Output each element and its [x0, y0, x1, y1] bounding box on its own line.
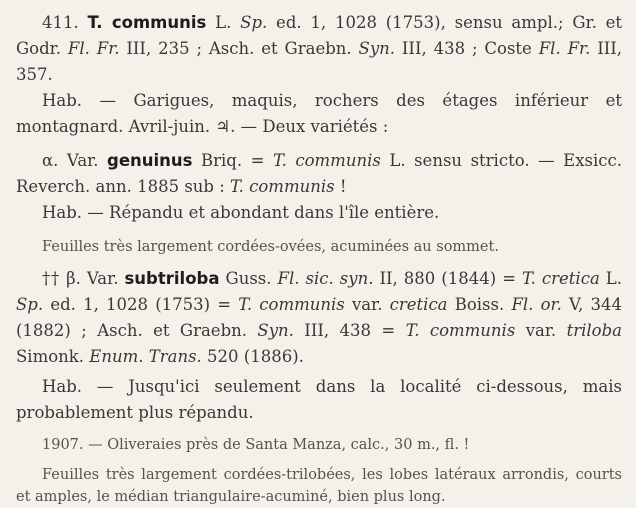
species-habitat: Hab. — Garigues, maquis, rochers des étages inférieur et montagnard. Avril-juin. ♃. — Deux variétés : — [16, 91, 622, 136]
variety-beta: †† β. Var. subtriloba Guss. Fl. sic. syn. II, 880 (1844) = T. cretica L. Sp. ed. 1, 1028 (1753) = T. communis var. cretica Boiss. Fl. or. V, 344 (1882) ; Asch. et Graebn. Syn. III, 438 = T. communis var. triloba Simonk. Enum. Trans. 520 (1886). — [16, 269, 623, 366]
variety-beta-note: Feuilles très largement cordées-trilobées, les lobes latéraux arrondis, courts et amples, le médian triangulaire-acuminé, bien plus long. — [16, 467, 622, 505]
species-entry: 411. T. communis L. Sp. ed. 1, 1028 (1753), sensu ampl.; Gr. et Godr. Fl. Fr. III, 235 ; Asch. et Graebn. Syn. III, 438 ; Coste Fl. Fr. III, 357. — [16, 13, 623, 84]
variety-alpha-habitat: Hab. — Répandu et abondant dans l'île entière. — [42, 203, 440, 222]
variety-alpha-name: genuinus — [107, 151, 193, 170]
species-number: 411. — [42, 13, 79, 32]
variety-beta-name: subtriloba — [124, 269, 220, 288]
variety-beta-habitat: Hab. — Jusqu'ici seulement dans la localité ci-dessous, mais probablement plus répandu. — [16, 377, 622, 422]
variety-beta-locality: 1907. — Oliveraies près de Santa Manza, calc., 30 m., fl. ! — [42, 437, 470, 453]
variety-alpha-note: Feuilles très largement cordées-ovées, acuminées au sommet. — [42, 239, 499, 255]
variety-alpha: α. Var. genuinus Briq. = T. communis L. sensu stricto. — Exsicc. Reverch. ann. 1885 sub : T. communis ! — [16, 151, 622, 196]
species-name: T. communis — [87, 13, 207, 32]
